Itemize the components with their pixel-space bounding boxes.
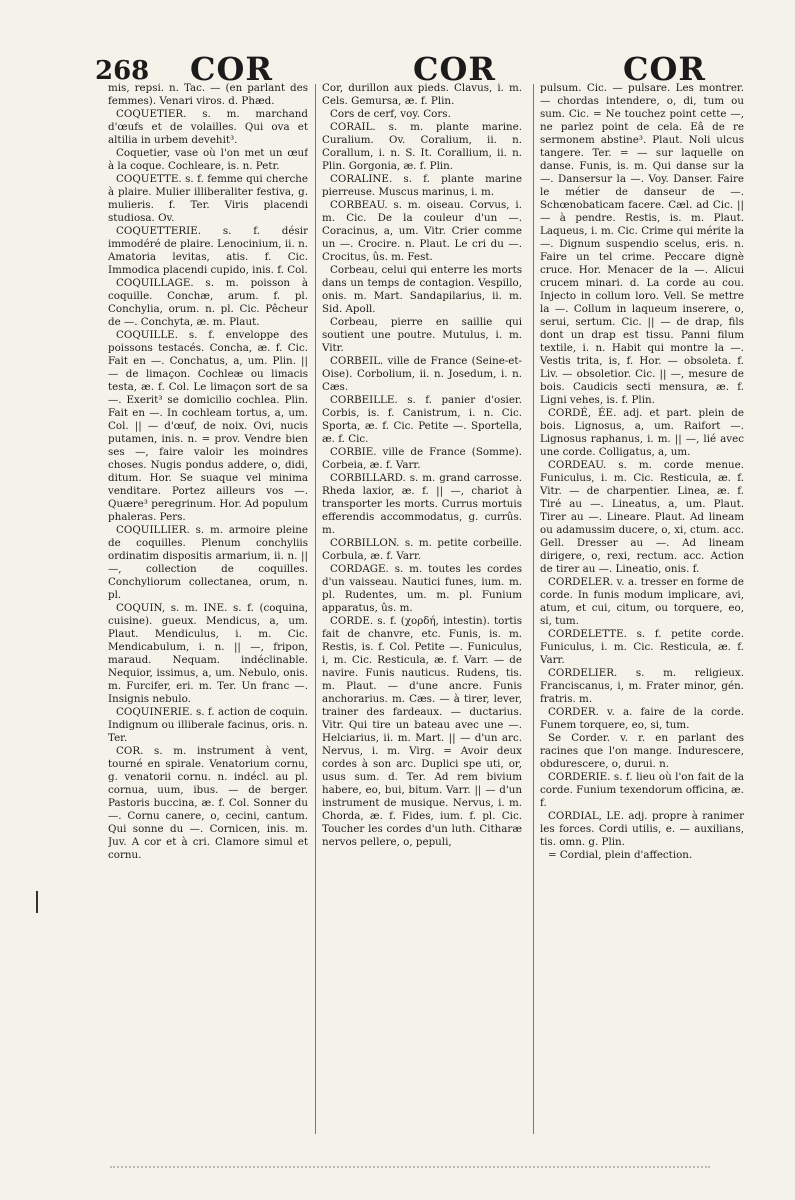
entry: CORBEILLE. s. f. panier d'osier. Corbis, is. f. Canistrum, i. n. Cic. Sporta, æ. f. Cic. Petite —. Sportella, æ. f. Cic. — [322, 394, 522, 445]
entry: CORBIE. ville de France (Somme). Corbeia, æ. f. Varr. — [322, 446, 522, 471]
column-left — [108, 82, 308, 1142]
column-center — [322, 82, 522, 1142]
entry: CORBILLARD. s. m. grand carrosse. Rheda laxior, æ. f. || —, chariot à transporter les morts. Currus mortuis efferendis accommodatus, g. currûs. m. — [322, 472, 522, 536]
running-head-center: COR — [413, 50, 496, 88]
entry: Corbeau, celui qui enterre les morts dans un temps de contagion. Vespillo, onis. m. Mart. Sandapilarius, ii. m. Sid. Apoll. — [322, 264, 522, 315]
entry: Coquetier, vase où l'on met un œuf à la coque. Cochleare, is. n. Petr. — [108, 147, 308, 172]
entry: Se Corder. v. r. en parlant des racines que l'on mange. Indurescere, obdurescere, o, durui. n. — [540, 732, 744, 770]
column-rule — [315, 84, 316, 1134]
entry: CORDE. s. f. (χορδή, intestin). tortis fait de chanvre, etc. Funis, is. m. Restis, is. f. Col. Petite —. Funiculus, i, m. Cic. Resticula, æ. f. Varr. — de navire. Funis nauticus. Rudens, tis. m. Plaut. — d'une ancre. Funis anchorarius. m. Cæs. — à tirer, lever, trainer des fardeaux. — ductarius. Vitr. Qui tire un bateau avec une —. Helciarius, ii. m. Mart. || — d'un arc. Nervus, i. m. Virg. = Avoir deux cordes à son arc. Duplici spe uti, or, usus sum. d. Ter. Ad rem bivium habere, eo, bui, bitum. Varr. || — d'un instrument de musique. Nervus, i. m. Chorda, æ. f. Fides, ium. f. pl. Cic. Toucher les cordes d'un luth. Citharæ nervos pellere, o, pepuli, — [322, 615, 522, 848]
entry: CORDERIE. s. f. lieu où l'on fait de la corde. Funium texendorum officina, æ. f. — [540, 771, 744, 809]
page-number: 268 — [95, 56, 150, 86]
column-rule — [533, 84, 534, 1134]
entry: CORDAGE. s. m. toutes les cordes d'un vaisseau. Nautici funes, ium. m. pl. Rudentes, um. m. pl. Funium apparatus, ûs. m. — [322, 563, 522, 614]
entry: CORDEAU. s. m. corde menue. Funiculus, i. m. Cic. Resticula, æ. f. Vitr. — de charpentier. Linea, æ. f. Tiré au —. Lineatus, a, um. Plaut. Tirer au —. Lineare. Plaut. Ad lineam ou adamussim ducere, o, xi, ctum. acc. Gell. Dresser au —. Ad lineam dirigere, o, rexi, rectum. acc. Action de tirer au —. Lineatio, onis. f. — [540, 459, 744, 575]
entry: CORBILLON. s. m. petite corbeille. Corbula, æ. f. Varr. — [322, 537, 522, 562]
entry: COQUETIER. s. m. marchand d'œufs et de volailles. Qui ova et altilia in urbem devehit³. — [108, 108, 308, 146]
entry: CORDELER. v. a. tresser en forme de corde. In funis modum implicare, avi, atum, et cui, citum, ou torquere, eo, si, tum. — [540, 576, 744, 627]
entry: COQUETTERIE. s. f. désir immodéré de plaire. Lenocinium, ii. n. Amatoria levitas, atis. f. Cic. Immodica placendi cupido, inis. f. Col. — [108, 225, 308, 276]
running-head-left: COR — [190, 50, 273, 88]
entry: COQUILLAGE. s. m. poisson à coquille. Conchæ, arum. f. pl. Conchylia, orum. n. pl. Cic. Pêcheur de —. Conchyta, æ. m. Plaut. — [108, 277, 308, 328]
entry: Corbeau, pierre en saillie qui soutient une poutre. Mutulus, i. m. Vitr. — [322, 316, 522, 354]
entry: CORDELETTE. s. f. petite corde. Funiculus, i. m. Cic. Resticula, æ. f. Varr. — [540, 628, 744, 666]
running-head-right: COR — [623, 50, 706, 88]
entry: COQUINERIE. s. f. action de coquin. Indignum ou illiberale facinus, oris. n. Ter. — [108, 706, 308, 744]
entry: = Cordial, plein d'affection. — [548, 849, 693, 861]
entry: COQUETTE. s. f. femme qui cherche à plaire. Mulier illiberaliter festiva, g. mulieris. f. Ter. Viris placendi studiosa. Ov. — [108, 173, 308, 224]
entry: Cor, durillon aux pieds. Clavus, i. m. Cels. Gemursa, æ. f. Plin. — [322, 82, 522, 107]
entry: COQUILLIER. s. m. armoire pleine de coquilles. Plenum conchyliis ordinatim dispositis armarium, ii. n. || —, collection de coquilles. Conchyliorum collectanea, orum, n. pl. — [108, 524, 308, 601]
entry: CORDIAL, LE. adj. propre à ranimer les forces. Cordi utilis, e. — auxilians, tis. omn. g. Plin. — [540, 810, 744, 848]
entry: CORDÉ, ÉE. adj. et part. plein de bois. Lignosus, a, um. Raifort —. Lignosus raphanus, i. m. || —, lié avec une corde. Colligatus, a, um. — [540, 407, 744, 458]
entry: CORALINE. s. f. plante marine pierreuse. Muscus marinus, i. m. — [322, 173, 522, 198]
margin-mark — [36, 891, 38, 913]
entry: CORAIL. s. m. plante marine. Curalium. Ov. Coralium, ii. n. Corallum, i. n. S. It. Corallium, ii. n. Plin. Gorgonia, æ. f. Plin. — [322, 121, 522, 172]
entry: mis, repsi. n. Tac. — (en parlant des femmes). Venari viros. d. Phæd. — [108, 82, 308, 107]
entry: COQUIN, s. m. INE. s. f. (coquina, cuisine). gueux. Mendicus, a, um. Plaut. Mendiculus, i. m. Cic. Mendicabulum, i. n. || —, fripon, maraud. Nequam. indéclinable. Nequior, issimus, a, um. Nebulo, onis. m. Furcifer, eri. m. Ter. Un franc —. Insignis nebulo. — [108, 602, 308, 705]
entry: COR. s. m. instrument à vent, tourné en spirale. Venatorium cornu, g. venatorii cornu. n. indécl. au pl. cornua, uum, ibus. — de berger. Pastoris buccina, æ. f. Col. Sonner du —. Cornu canere, o, cecini, cantum. Qui sonne du —. Cornicen, inis. m. Juv. A cor et à cri. Clamore simul et cornu. — [108, 745, 308, 861]
bottom-bleed-dots — [110, 1166, 710, 1171]
column-right — [540, 82, 744, 1142]
entry: CORDER. v. a. faire de la corde. Funem torquere, eo, si, tum. — [540, 706, 744, 731]
entry: Cors de cerf, voy. Cors. — [330, 108, 451, 120]
entry: CORDELIER. s. m. religieux. Franciscanus, i, m. Frater minor, gén. fratris. m. — [540, 667, 744, 705]
entry: CORBEAU. s. m. oiseau. Corvus, i. m. Cic. De la couleur d'un —. Coracinus, a, um. Vitr. Crier comme un —. Crocire. n. Plaut. Le cri du —. Crocitus, ûs. m. Fest. — [322, 199, 522, 263]
entry: CORBEIL. ville de France (Seine-et-Oise). Corbolium, ii. n. Josedum, i. n. Cæs. — [322, 355, 522, 393]
entry: COQUILLE. s. f. enveloppe des poissons testacés. Concha, æ. f. Cic. Fait en —. Conchatus, a, um. Plin. || — de limaçon. Cochleæ ou limacis testa, æ. f. Col. Le limaçon sort de sa —. Exerit³ se domicilio cochlea. Plin. Fait en —. In cochleam tortus, a, um. Col. || — d'œuf, de noix. Ovi, nucis putamen, inis. n. = prov. Vendre bien ses —, faire valoir les moindres choses. Nugis pondus addere, o, didi, ditum. Hor. Se suaque vel minima venditare. Portez ailleurs vos —. Quære³ peregrinum. Hor. Ad populum phaleras. Pers. — [108, 329, 308, 523]
entry: pulsum. Cic. — pulsare. Les montrer. — chordas intendere, o, di, tum ou sum. Cic. = Ne touchez point cette —, ne parlez point de cela. Eâ de re sermonem abstine³. Plaut. Noli ulcus tangere. Ter. = — sur laquelle on danse. Funis, is. m. Qui danse sur la —. Dansersur la —. Voy. Danser. Faire le métier de danseur de —. Schœnobaticam facere. Cæl. ad Cic. || — à pendre. Restis, is. m. Plaut. Laqueus, i. m. Cic. Crime qui mérite la —. Dignum suspendio scelus, eris. n. Faire un tel crime. Peccare dignè cruce. Hor. Menacer de la —. Alicui crucem minari. d. La corde au cou. Injecto in collum loro. Vell. Se mettre la —. Collum in laqueum inserere, o, serui, sertum. Cic. || — de drap, fils dont un drap est tissu. Panni filum textile, i. n. Habit qui montre la —. Vestis trita, is, f. Hor. — obsoleta. f. Liv. — obsoletior. Cic. || —, mesure de bois. Caudicis secti mensura, æ. f. Ligni vehes, is. f. Plin. — [540, 82, 744, 406]
